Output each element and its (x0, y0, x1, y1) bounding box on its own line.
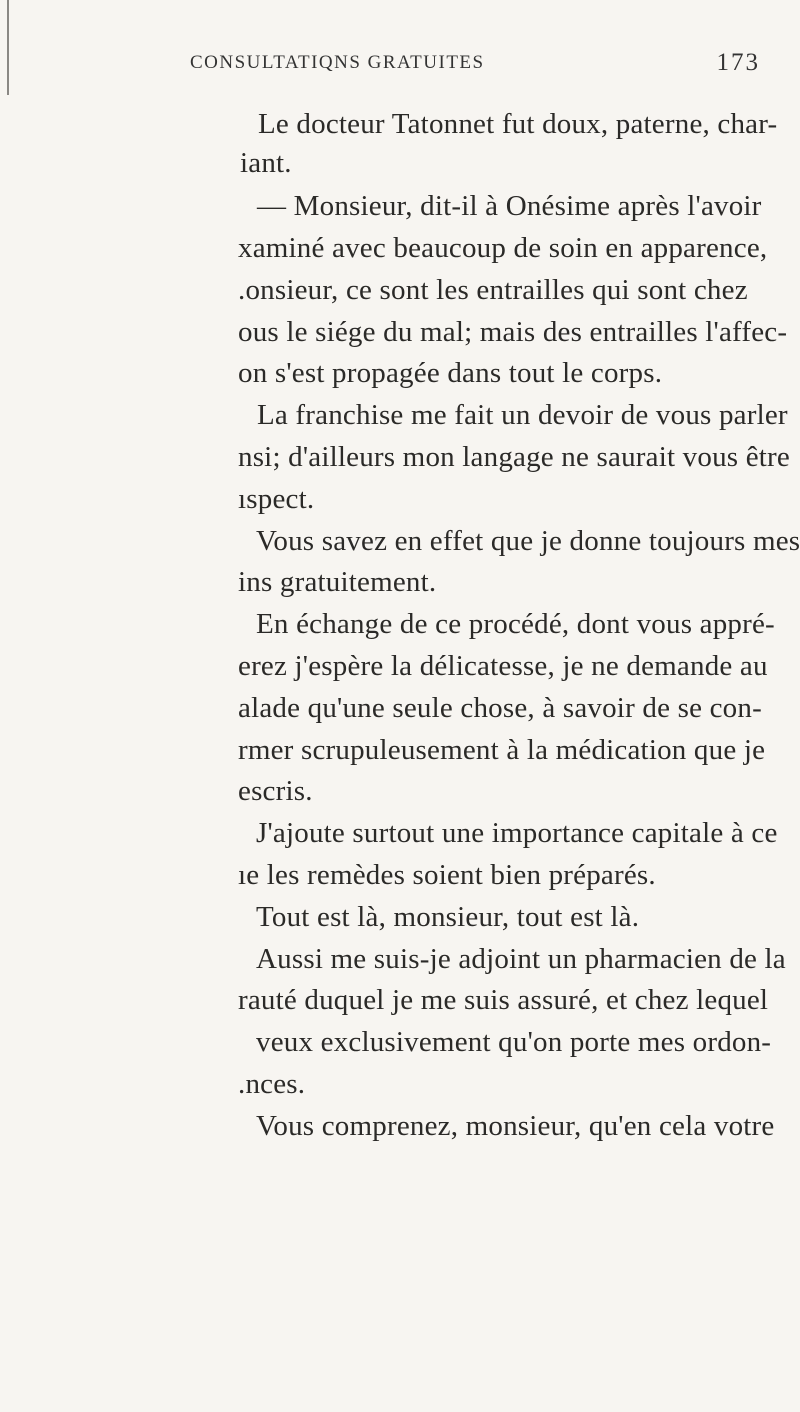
text-line: rmer scrupuleusement à la médication que je (238, 734, 766, 766)
text-line: erez j'espère la délicatesse, je ne demande au (238, 650, 768, 682)
text-line: on s'est propagée dans tout le corps. (238, 357, 663, 389)
text-line: En échange de ce procédé, dont vous appré- (256, 608, 775, 640)
text-line: ıe les remèdes soient bien préparés. (238, 859, 656, 891)
page-header (190, 49, 760, 92)
text-line: Vous comprenez, monsieur, qu'en cela votre (256, 1110, 775, 1142)
text-line: J'ajoute surtout une importance capitale à ce (256, 817, 778, 849)
text-line: xaminé avec beaucoup de soin en apparence, (238, 232, 768, 264)
text-line: Aussi me suis-je adjoint un pharmacien de la (256, 943, 786, 975)
text-line: Vous savez en effet que je donne toujours mes (256, 525, 800, 557)
text-line: .onsieur, ce sont les entrailles qui sont chez (238, 274, 748, 306)
text-line: rauté duquel je me suis assuré, et chez lequel (238, 984, 769, 1016)
text-line: ins gratuitement. (238, 566, 437, 598)
text-line: escris. (238, 775, 313, 807)
text-line: ıspect. (238, 483, 315, 515)
text-line: iant. (240, 147, 292, 179)
text-line: La franchise me fait un devoir de vous parler (257, 399, 788, 431)
text-line: ous le siége du mal; mais des entrailles l'affec- (238, 316, 788, 348)
text-line: nsi; d'ailleurs mon langage ne saurait vous être (238, 441, 790, 473)
text-line: Le docteur Tatonnet fut doux, paterne, char- (258, 108, 778, 140)
text-line: .nces. (238, 1068, 306, 1100)
text-line: Tout est là, monsieur, tout est là. (256, 901, 640, 933)
text-line: — Monsieur, dit-il à Onésime après l'avoir (257, 190, 762, 222)
text-line: alade qu'une seule chose, à savoir de se con- (238, 692, 762, 724)
running-title: CONSULTATIQNS GRATUITES (190, 52, 485, 73)
page-number: 173 (716, 49, 760, 76)
page-edge-line (7, 0, 9, 95)
text-line: veux exclusivement qu'on porte mes ordon- (256, 1026, 772, 1058)
